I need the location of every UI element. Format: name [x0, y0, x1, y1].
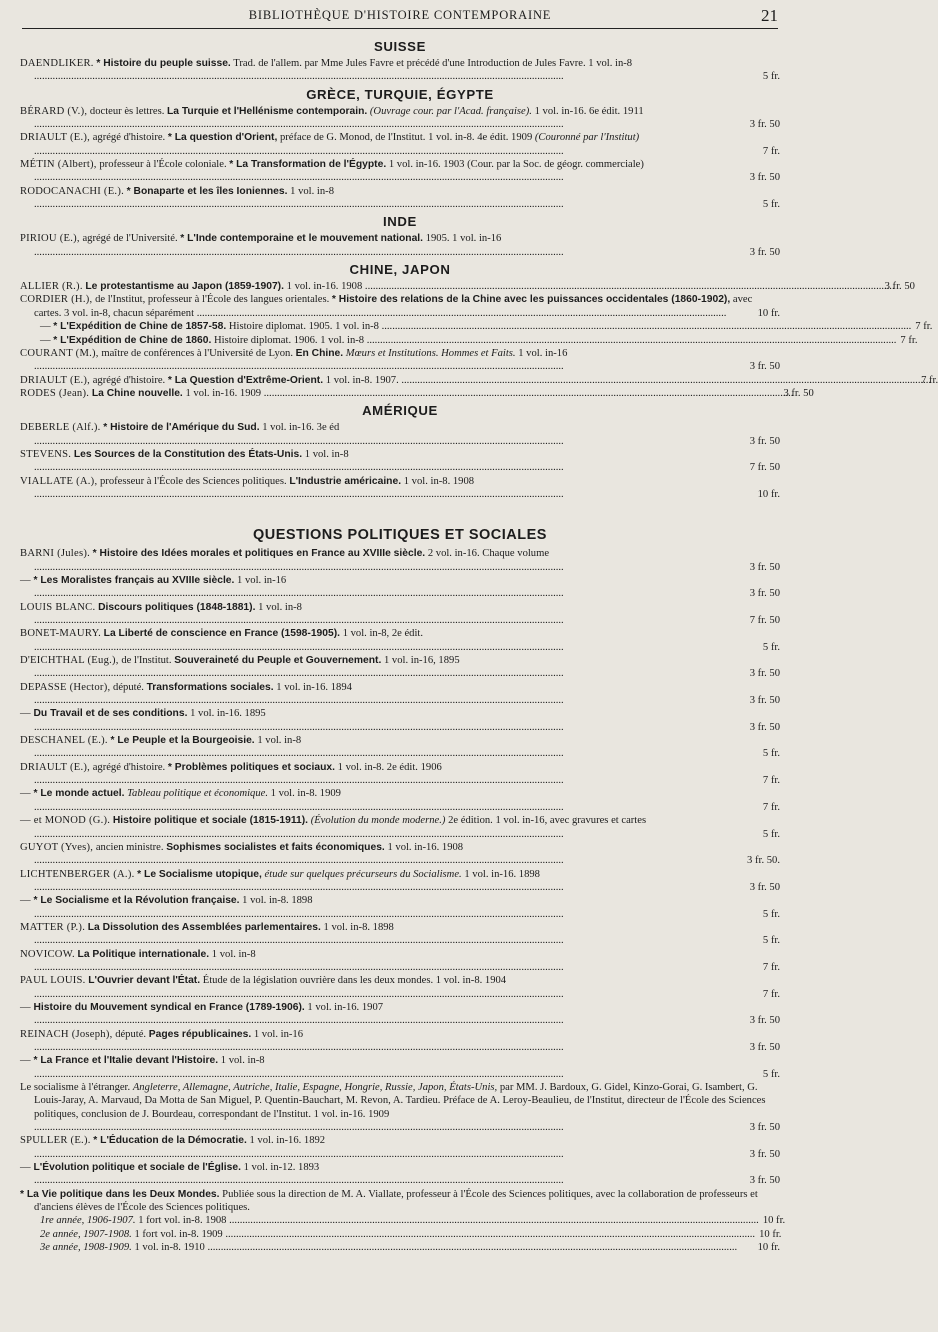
list-vie-politique — [20, 1188, 786, 1255]
catalog-subentry: 1re année, 1906-1907. 1 fort vol. in-8. 1908 ..... 10 fr. — [20, 1214, 780, 1227]
catalog-entry: PAUL LOUIS. L'Ouvrier devant l'État. Étude de la législation ouvrière dans les deux mondes. 1 vol. in-8. 1904 ..... 7 fr. — [20, 974, 780, 1001]
catalog-entry: LOUIS BLANC. Discours politiques (1848-1881). 1 vol. in-8 ..... 7 fr. 50 — [20, 601, 780, 628]
heading-grece: GRÈCE, TURQUIE, ÉGYPTE — [306, 86, 494, 102]
list-etranger — [20, 1081, 780, 1134]
catalog-entry: — Histoire du Mouvement syndical en France (1789-1906). 1 vol. in-16. 1907 ..... 3 fr. 50 — [20, 1001, 780, 1028]
page-number: 21 — [761, 6, 778, 25]
heading-suisse: SUISSE — [374, 39, 426, 54]
list-suisse — [20, 57, 780, 84]
catalog-subentry: — * L'Expédition de Chine de 1860. Histoire diplomat. 1906. 1 vol. in-8 ..... 7 fr. — [20, 334, 780, 347]
catalog-entry: D'EICHTHAL (Eug.), de l'Institut. Souveraineté du Peuple et Gouvernement. 1 vol. in-16, 1895 ..... 3 fr. 50 — [20, 654, 780, 681]
catalog-entry: GUYOT (Yves), ancien ministre. Sophismes socialistes et faits économiques. 1 vol. in-16. 1908 ..... 3 fr. 50. — [20, 841, 780, 868]
catalog-entry: DAENDLIKER. * Histoire du peuple suisse. Trad. de l'allem. par Mme Jules Favre et précédé d'une Introduction de Jules Favre. 1 vol. in-8 ..... 5 fr. — [20, 57, 780, 84]
catalog-entry: STEVENS. Les Sources de la Constitution des États-Unis. 1 vol. in-8 ..... 7 fr. 50 — [20, 448, 780, 475]
catalog-entry: — * Les Moralistes français au XVIIIe siècle. 1 vol. in-16 ..... 3 fr. 50 — [20, 574, 780, 601]
list-chine — [20, 280, 938, 400]
catalog-entry: BONET-MAURY. La Liberté de conscience en France (1598-1905). 1 vol. in-8, 2e édit. ..... 5 fr. — [20, 627, 780, 654]
catalog-entry: ALLIER (R.). Le protestantisme au Japon (1859-1907). 1 vol. in-16. 1908 ..... 3 fr. 50 — [20, 280, 780, 293]
catalog-entry: — Du Travail et de ses conditions. 1 vol. in-16. 1895 ..... 3 fr. 50 — [20, 707, 780, 734]
catalog-entry: CORDIER (H.), de l'Institut, professeur à l'École des langues orientales. * Histoire des relations de la Chine avec les puissances occidentales (1860-1902), avec cartes. 3 vol. in-8, chacun séparément ..... 10 fr. — [20, 293, 780, 320]
heading-inde: INDE — [383, 214, 417, 230]
catalog-entry: DESCHANEL (E.). * Le Peuple et la Bourgeoisie. 1 vol. in-8 ..... 5 fr. — [20, 734, 780, 761]
list-spuller — [20, 1134, 780, 1187]
list-inde — [20, 232, 780, 259]
catalog-entry: — L'Évolution politique et sociale de l'Église. 1 vol. in-12. 1893 ..... 3 fr. 50 — [20, 1161, 780, 1188]
catalog-entry: DRIAULT (E.), agrégé d'histoire. * La Question d'Extrême-Orient. 1 vol. in-8. 1907. ..... 7 fr. — [20, 374, 780, 387]
heading-chine: CHINE, JAPON — [349, 262, 451, 278]
list-amerique — [20, 421, 780, 501]
catalog-entry: — * La France et l'Italie devant l'Histoire. 1 vol. in-8 ..... 5 fr. — [20, 1054, 780, 1081]
catalog-entry: NOVICOW. La Politique internationale. 1 vol. in-8 ..... 7 fr. — [20, 948, 780, 975]
catalog-entry: — * Le monde actuel. Tableau politique et économique. 1 vol. in-8. 1909 ..... 7 fr. — [20, 787, 780, 814]
catalog-entry: * La Vie politique dans les Deux Mondes. Publiée sous la direction de M. A. Viallate, professeur à l'École des Sciences politiques, avec la collaboration de professeurs et d'anciens élèves de l'École des Sciences politiques. — [20, 1188, 758, 1214]
catalog-entry: MÉTIN (Albert), professeur à l'École coloniale. * La Transformation de l'Égypte. 1 vol. in-16. 1903 (Cour. par la Soc. de géogr. commerciale) ..... 3 fr. 50 — [20, 158, 780, 185]
heading-amerique: AMÉRIQUE — [362, 403, 438, 419]
catalog-entry: — * Le Socialisme et la Révolution française. 1 vol. in-8. 1898 ..... 5 fr. — [20, 894, 780, 921]
catalog-entry: BARNI (Jules). * Histoire des Idées morales et politiques en France au XVIIIe siècle. 2 vol. in-16. Chaque volume ..... 3 fr. 50 — [20, 547, 780, 574]
catalog-entry: DEPASSE (Hector), député. Transformations sociales. 1 vol. in-16. 1894 ..... 3 fr. 50 — [20, 681, 780, 708]
catalog-entry: COURANT (M.), maître de conférences à l'Université de Lyon. En Chine. Mœurs et Institutions. Hommes et Faits. 1 vol. in-16 ..... 3 fr. 50 — [20, 347, 780, 374]
list-grece — [20, 105, 780, 212]
catalog-entry: RODES (Jean). La Chine nouvelle. 1 vol. in-16. 1909 ..... 3 fr. 50 — [20, 387, 780, 400]
list-questions — [20, 547, 780, 1081]
running-head-title: BIBLIOTHÈQUE D'HISTOIRE CONTEMPORAINE — [248, 8, 552, 22]
catalog-entry: — et MONOD (G.). Histoire politique et sociale (1815-1911). (Évolution du monde moderne.) 2e édition. 1 vol. in-16, avec gravures et cartes ..... 5 fr. — [20, 814, 780, 841]
heading-questions: QUESTIONS POLITIQUES ET SOCIALES — [253, 527, 547, 544]
catalog-entry: DEBERLE (Alf.). * Histoire de l'Amérique du Sud. 1 vol. in-16. 3e éd ..... 3 fr. 50 — [20, 421, 780, 448]
catalog-subentry: 3e année, 1908-1909. 1 vol. in-8. 1910 ..... 10 fr. — [20, 1241, 780, 1254]
catalog-entry: DRIAULT (E.), agrégé d'histoire. * Problèmes politiques et sociaux. 1 vol. in-8. 2e édit. 1906 ..... 7 fr. — [20, 761, 780, 788]
catalog-entry: DRIAULT (E.), agrégé d'histoire. * La question d'Orient, préface de G. Monod, de l'Institut. 1 vol. in-8. 4e édit. 1909 (Couronné par l'Institut) ..... 7 fr. — [20, 131, 780, 158]
catalog-entry: LICHTENBERGER (A.). * Le Socialisme utopique, étude sur quelques précurseurs du Socialisme. 1 vol. in-16. 1898 ..... 3 fr. 50 — [20, 868, 780, 895]
running-head — [22, 6, 778, 29]
catalog-entry: REINACH (Joseph), député. Pages républicaines. 1 vol. in-16 ..... 3 fr. 50 — [20, 1028, 780, 1055]
catalog-subentry: — * L'Expédition de Chine de 1857-58. Histoire diplomat. 1905. 1 vol. in-8 ..... 7 fr. — [20, 320, 780, 333]
catalog-entry: PIRIOU (E.), agrégé de l'Université. * L'Inde contemporaine et le mouvement national. 1905. 1 vol. in-16 ..... 3 fr. 50 — [20, 232, 780, 259]
catalog-entry: VIALLATE (A.), professeur à l'École des Sciences politiques. L'Industrie américaine. 1 vol. in-8. 1908 ..... 10 fr. — [20, 475, 780, 502]
catalog-entry: MATTER (P.). La Dissolution des Assemblées parlementaires. 1 vol. in-8. 1898 ..... 5 fr. — [20, 921, 780, 948]
catalog-subentry: 2e année, 1907-1908. 1 fort vol. in-8. 1909 ..... 10 fr. — [20, 1228, 780, 1241]
catalog-entry: RODOCANACHI (E.). * Bonaparte et les îles Ioniennes. 1 vol. in-8 ..... 5 fr. — [20, 185, 780, 212]
catalog-entry: BÉRARD (V.), docteur ès lettres. La Turquie et l'Hellénisme contemporain. (Ouvrage cour. par l'Acad. française). 1 vol. in-16. 6e édit. 1911 ..... 3 fr. 50 — [20, 105, 780, 132]
catalog-entry: SPULLER (E.). * L'Éducation de la Démocratie. 1 vol. in-16. 1892 ..... 3 fr. 50 — [20, 1134, 780, 1161]
catalog-entry: Le socialisme à l'étranger. Angleterre, Allemagne, Autriche, Italie, Espagne, Hongrie, Russie, Japon, États-Unis, par MM. J. Bardoux, G. Gidel, Kinzo-Gorai, G. Isambert, G. Louis-Jaray, A. Marvaud, Da Motta de San Miguel, P. Quentin-Bauchart, M. Revon, A. Tardieu. Préface de A. Leroy-Beaulieu, de l'Institut, directeur de l'École des Sciences politiques, conclusion de J. Bourdeau, correspondant de l'Institut. 1 vol. in-16. 1909 ..... 3 fr. 50 — [20, 1081, 780, 1134]
